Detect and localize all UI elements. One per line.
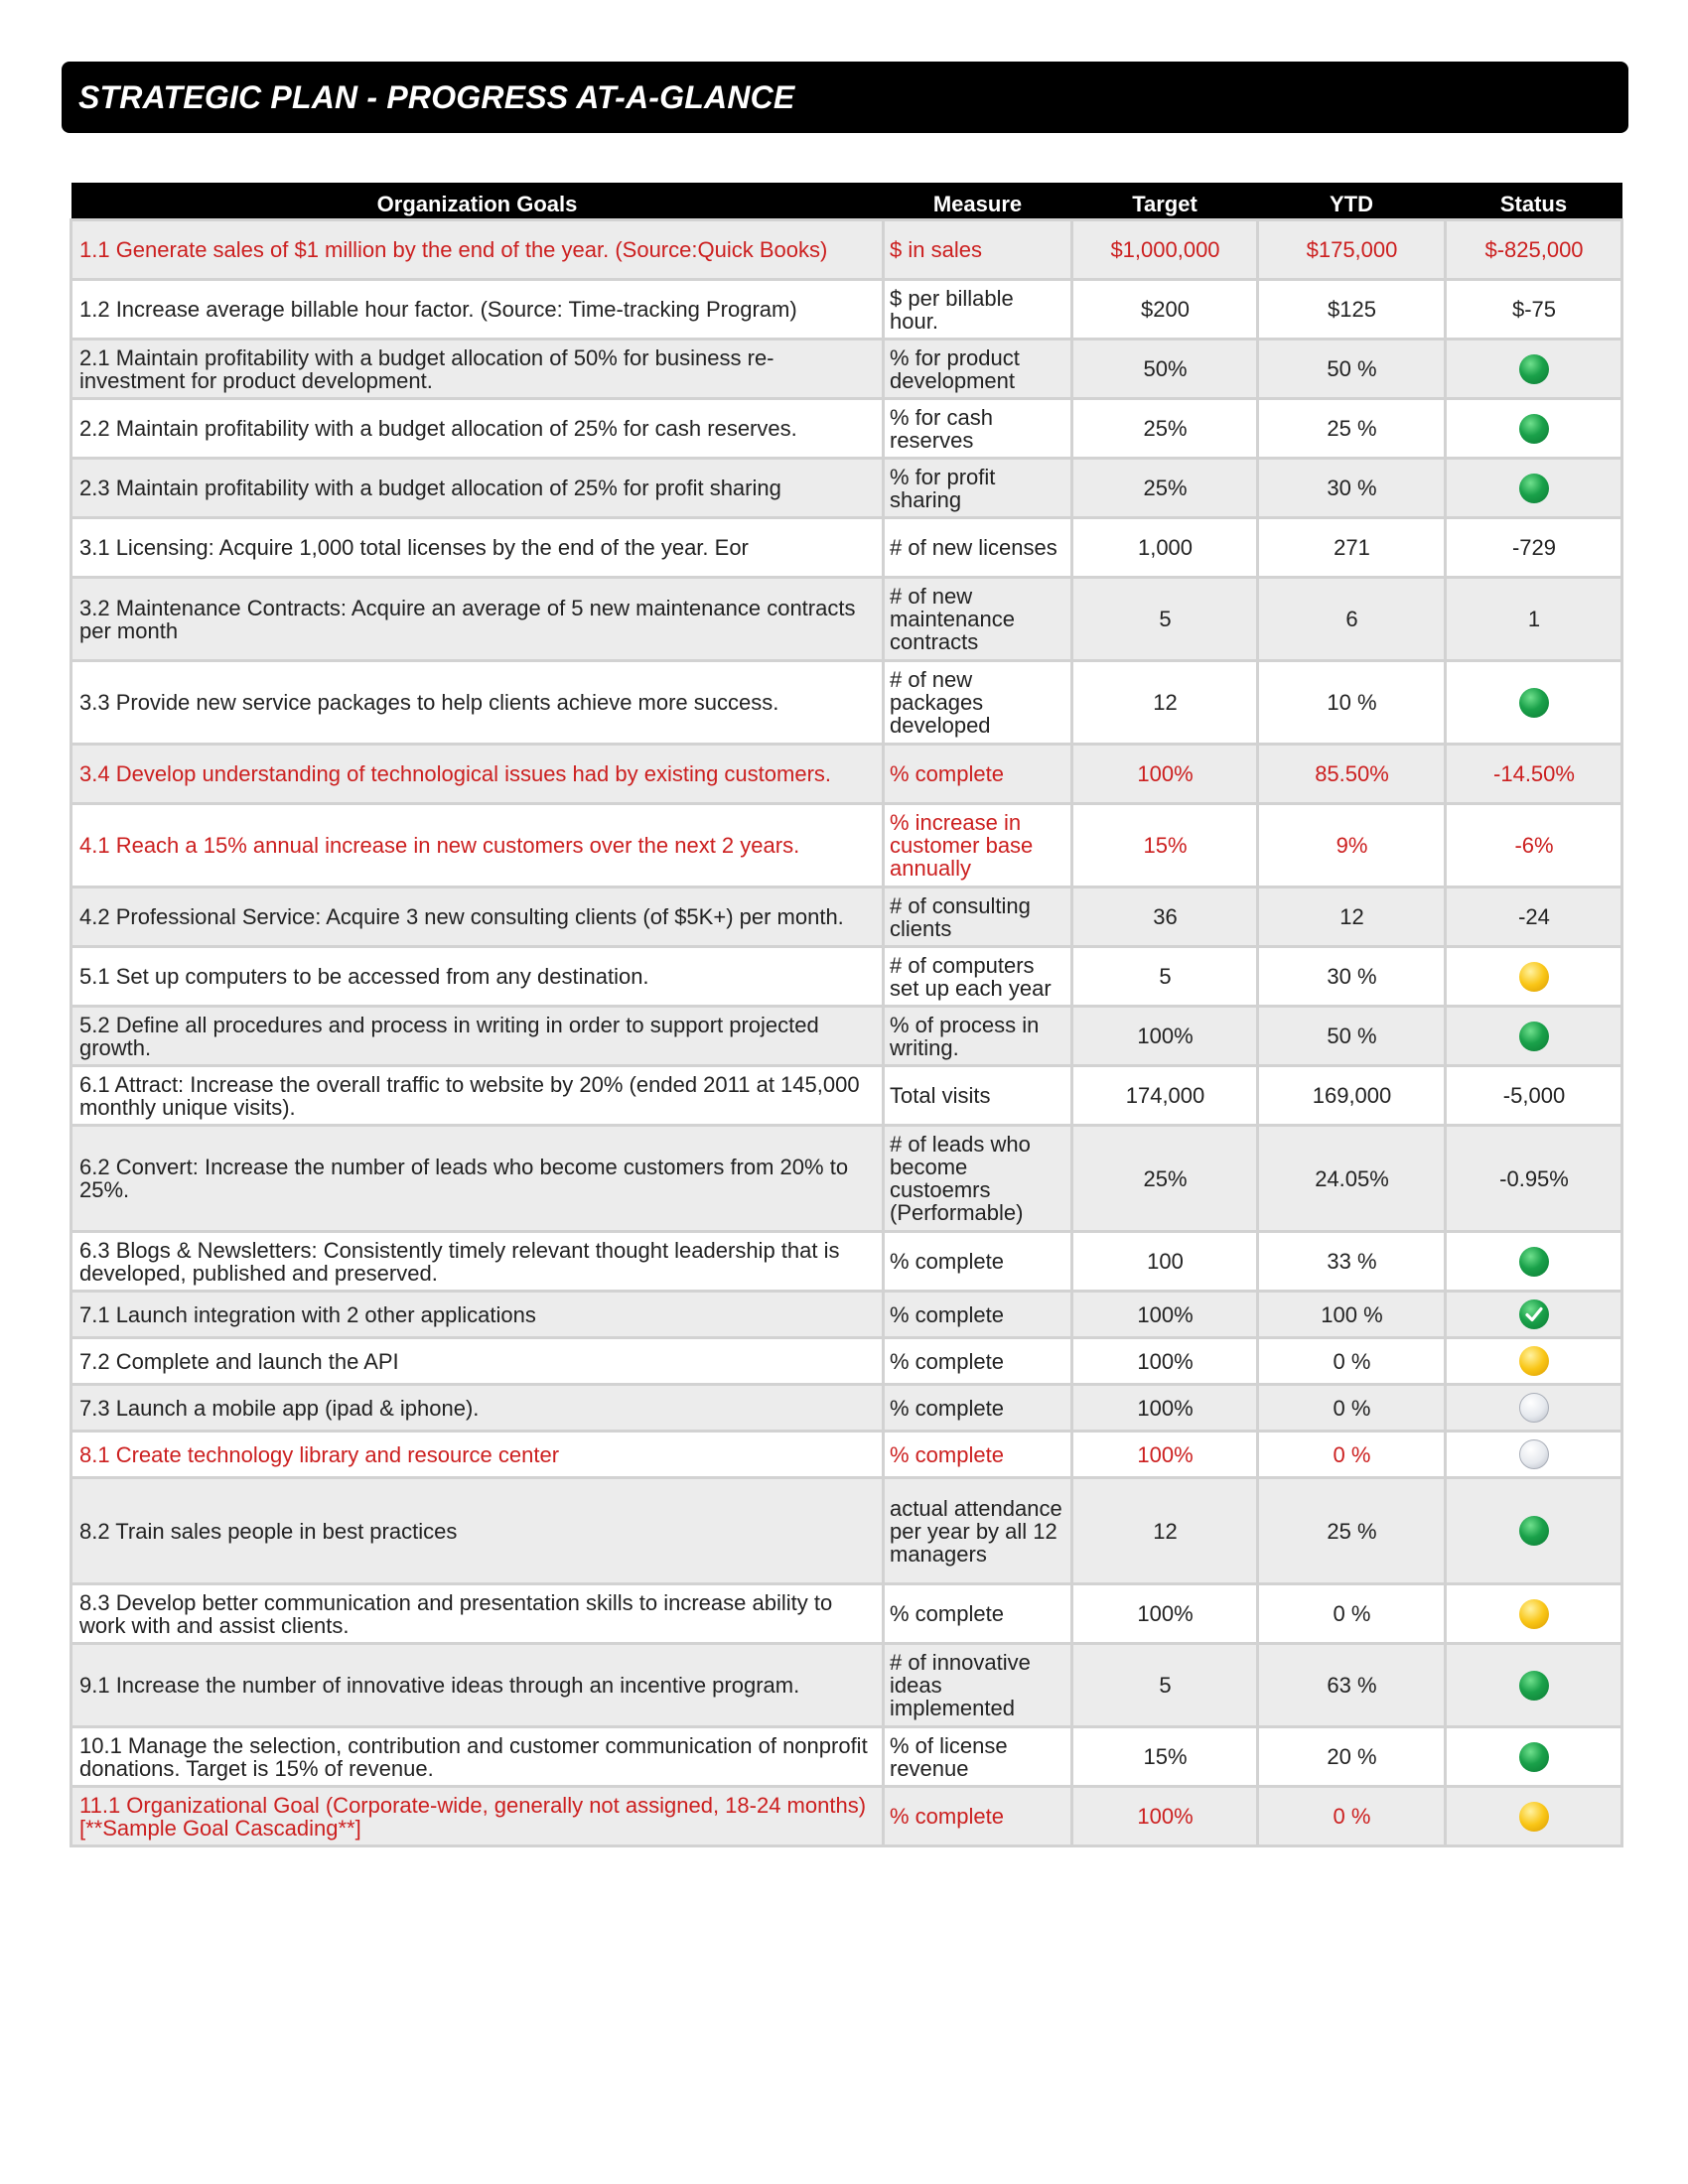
goal-cell: 2.1 Maintain profitability with a budget allocation of 50% for business re-investment for product development. xyxy=(71,340,884,399)
white-status-light-icon xyxy=(1519,1439,1549,1469)
goal-cell: 5.2 Define all procedures and process in writing in order to support projected growth. xyxy=(71,1007,884,1066)
green-status-light-icon xyxy=(1519,688,1549,718)
table-row xyxy=(71,1292,1622,1338)
header-ytd: YTD xyxy=(1258,183,1446,220)
target-cell: 5 xyxy=(1072,1644,1258,1727)
target-cell: 174,000 xyxy=(1072,1066,1258,1126)
status-cell xyxy=(1446,1338,1622,1385)
measure-cell: # of innovative ideas implemented xyxy=(884,1644,1072,1727)
status-cell: -24 xyxy=(1446,887,1622,947)
table-row xyxy=(71,1232,1622,1292)
table-row xyxy=(71,661,1622,745)
header-status: Status xyxy=(1446,183,1622,220)
status-cell xyxy=(1446,1727,1622,1787)
ytd-cell: 0 % xyxy=(1258,1385,1446,1432)
measure-cell: Total visits xyxy=(884,1066,1072,1126)
measure-cell: % complete xyxy=(884,1432,1072,1478)
yellow-status-light-icon xyxy=(1519,1802,1549,1832)
target-cell: 12 xyxy=(1072,661,1258,745)
ytd-cell: 271 xyxy=(1258,518,1446,578)
measure-cell: % complete xyxy=(884,1385,1072,1432)
measure-cell: % complete xyxy=(884,745,1072,804)
goal-cell: 3.3 Provide new service packages to help clients achieve more success. xyxy=(71,661,884,745)
table-row xyxy=(71,947,1622,1007)
status-cell xyxy=(1446,1644,1622,1727)
ytd-cell: $175,000 xyxy=(1258,220,1446,280)
target-cell: 100% xyxy=(1072,1787,1258,1846)
measure-cell: % complete xyxy=(884,1292,1072,1338)
ytd-cell: 0 % xyxy=(1258,1584,1446,1644)
table-row xyxy=(71,280,1622,340)
measure-cell: % of license revenue xyxy=(884,1727,1072,1787)
status-cell xyxy=(1446,1478,1622,1584)
status-cell: -729 xyxy=(1446,518,1622,578)
goal-cell: 11.1 Organizational Goal (Corporate-wide, generally not assigned, 18-24 months) [**Sample Goal Cascading**] xyxy=(71,1787,884,1846)
ytd-cell: 25 % xyxy=(1258,1478,1446,1584)
table-row xyxy=(71,340,1622,399)
goal-cell: 6.3 Blogs & Newsletters: Consistently timely relevant thought leadership that is developed, published and preserved. xyxy=(71,1232,884,1292)
table-row xyxy=(71,578,1622,661)
page-title: STRATEGIC PLAN - PROGRESS AT-A-GLANCE xyxy=(78,78,795,115)
goal-cell: 10.1 Manage the selection, contribution and customer communication of nonprofit donations. Target is 15% of revenue. xyxy=(71,1727,884,1787)
table-row xyxy=(71,1066,1622,1126)
table-row xyxy=(71,518,1622,578)
status-cell xyxy=(1446,1584,1622,1644)
target-cell: 25% xyxy=(1072,1126,1258,1232)
table-row xyxy=(71,399,1622,459)
table-row xyxy=(71,1432,1622,1478)
status-cell: -14.50% xyxy=(1446,745,1622,804)
goal-cell: 2.3 Maintain profitability with a budget allocation of 25% for profit sharing xyxy=(71,459,884,518)
target-cell: 15% xyxy=(1072,1727,1258,1787)
yellow-status-light-icon xyxy=(1519,962,1549,992)
status-cell xyxy=(1446,661,1622,745)
target-cell: 100% xyxy=(1072,745,1258,804)
target-cell: 100% xyxy=(1072,1385,1258,1432)
measure-cell: # of computers set up each year xyxy=(884,947,1072,1007)
status-cell: -0.95% xyxy=(1446,1126,1622,1232)
goal-cell: 8.1 Create technology library and resource center xyxy=(71,1432,884,1478)
table-header-row xyxy=(71,183,1622,220)
ytd-cell: 0 % xyxy=(1258,1338,1446,1385)
yellow-status-light-icon xyxy=(1519,1346,1549,1376)
white-status-light-icon xyxy=(1519,1393,1549,1423)
green-status-light-icon xyxy=(1519,1742,1549,1772)
target-cell: 50% xyxy=(1072,340,1258,399)
goal-cell: 3.1 Licensing: Acquire 1,000 total licenses by the end of the year. Eor xyxy=(71,518,884,578)
measure-cell: % complete xyxy=(884,1338,1072,1385)
measure-cell: % complete xyxy=(884,1787,1072,1846)
ytd-cell: 85.50% xyxy=(1258,745,1446,804)
goal-cell: 7.3 Launch a mobile app (ipad & iphone). xyxy=(71,1385,884,1432)
table-row xyxy=(71,1787,1622,1846)
green-status-light-icon xyxy=(1519,1247,1549,1277)
table-row xyxy=(71,745,1622,804)
target-cell: 100% xyxy=(1072,1584,1258,1644)
ytd-cell: 169,000 xyxy=(1258,1066,1446,1126)
table-row xyxy=(71,459,1622,518)
target-cell: 36 xyxy=(1072,887,1258,947)
measure-cell: # of consulting clients xyxy=(884,887,1072,947)
measure-cell: % for profit sharing xyxy=(884,459,1072,518)
table-row xyxy=(71,1007,1622,1066)
ytd-cell: 6 xyxy=(1258,578,1446,661)
goal-cell: 4.2 Professional Service: Acquire 3 new consulting clients (of $5K+) per month. xyxy=(71,887,884,947)
status-cell: $-75 xyxy=(1446,280,1622,340)
status-cell xyxy=(1446,1432,1622,1478)
target-cell: $1,000,000 xyxy=(1072,220,1258,280)
goal-cell: 7.2 Complete and launch the API xyxy=(71,1338,884,1385)
ytd-cell: 0 % xyxy=(1258,1787,1446,1846)
measure-cell: # of new maintenance contracts xyxy=(884,578,1072,661)
goal-cell: 9.1 Increase the number of innovative ideas through an incentive program. xyxy=(71,1644,884,1727)
target-cell: 25% xyxy=(1072,459,1258,518)
table-row xyxy=(71,1727,1622,1787)
target-cell: 12 xyxy=(1072,1478,1258,1584)
goal-cell: 7.1 Launch integration with 2 other applications xyxy=(71,1292,884,1338)
ytd-cell: 24.05% xyxy=(1258,1126,1446,1232)
measure-cell: $ per billable hour. xyxy=(884,280,1072,340)
target-cell: 100% xyxy=(1072,1338,1258,1385)
measure-cell: # of new packages developed xyxy=(884,661,1072,745)
green-status-light-icon xyxy=(1519,1671,1549,1701)
ytd-cell: 0 % xyxy=(1258,1432,1446,1478)
status-cell: -6% xyxy=(1446,804,1622,887)
ytd-cell: 50 % xyxy=(1258,340,1446,399)
status-cell xyxy=(1446,1232,1622,1292)
goal-cell: 6.2 Convert: Increase the number of leads who become customers from 20% to 25%. xyxy=(71,1126,884,1232)
ytd-cell: 33 % xyxy=(1258,1232,1446,1292)
green-status-light-icon xyxy=(1519,414,1549,444)
ytd-cell: 100 % xyxy=(1258,1292,1446,1338)
measure-cell: $ in sales xyxy=(884,220,1072,280)
goal-cell: 3.4 Develop understanding of technological issues had by existing customers. xyxy=(71,745,884,804)
ytd-cell: 25 % xyxy=(1258,399,1446,459)
status-cell xyxy=(1446,1007,1622,1066)
target-cell: $200 xyxy=(1072,280,1258,340)
measure-cell: % for product development xyxy=(884,340,1072,399)
header-goal: Organization Goals xyxy=(71,183,884,220)
goal-cell: 1.2 Increase average billable hour factor. (Source: Time-tracking Program) xyxy=(71,280,884,340)
ytd-cell: 20 % xyxy=(1258,1727,1446,1787)
measure-cell: # of leads who become custoemrs (Performable) xyxy=(884,1126,1072,1232)
table-row xyxy=(71,1584,1622,1644)
measure-cell: % increase in customer base annually xyxy=(884,804,1072,887)
goal-cell: 5.1 Set up computers to be accessed from any destination. xyxy=(71,947,884,1007)
table-row xyxy=(71,1126,1622,1232)
status-cell: -5,000 xyxy=(1446,1066,1622,1126)
ytd-cell: 10 % xyxy=(1258,661,1446,745)
table-row xyxy=(71,1644,1622,1727)
ytd-cell: 50 % xyxy=(1258,1007,1446,1066)
ytd-cell: 12 xyxy=(1258,887,1446,947)
target-cell: 25% xyxy=(1072,399,1258,459)
table-row xyxy=(71,1478,1622,1584)
yellow-status-light-icon xyxy=(1519,1599,1549,1629)
table-row xyxy=(71,804,1622,887)
ytd-cell: $125 xyxy=(1258,280,1446,340)
status-cell xyxy=(1446,340,1622,399)
table-row xyxy=(71,220,1622,280)
green-status-light-icon xyxy=(1519,1022,1549,1051)
ytd-cell: 63 % xyxy=(1258,1644,1446,1727)
target-cell: 100% xyxy=(1072,1007,1258,1066)
green-status-light-icon xyxy=(1519,474,1549,503)
measure-cell: actual attendance per year by all 12 managers xyxy=(884,1478,1072,1584)
goals-table xyxy=(70,183,1623,1847)
goal-cell: 4.1 Reach a 15% annual increase in new customers over the next 2 years. xyxy=(71,804,884,887)
target-cell: 5 xyxy=(1072,578,1258,661)
header-target: Target xyxy=(1072,183,1258,220)
ytd-cell: 9% xyxy=(1258,804,1446,887)
table-row xyxy=(71,1338,1622,1385)
target-cell: 5 xyxy=(1072,947,1258,1007)
page-title-bar xyxy=(62,62,1628,133)
status-cell xyxy=(1446,1787,1622,1846)
goal-cell: 1.1 Generate sales of $1 million by the end of the year. (Source:Quick Books) xyxy=(71,220,884,280)
target-cell: 100 xyxy=(1072,1232,1258,1292)
status-cell xyxy=(1446,947,1622,1007)
goal-cell: 8.2 Train sales people in best practices xyxy=(71,1478,884,1584)
header-measure: Measure xyxy=(884,183,1072,220)
status-cell xyxy=(1446,399,1622,459)
measure-cell: # of new licenses xyxy=(884,518,1072,578)
table-row xyxy=(71,887,1622,947)
green-status-light-icon xyxy=(1519,354,1549,384)
goal-cell: 3.2 Maintenance Contracts: Acquire an average of 5 new maintenance contracts per month xyxy=(71,578,884,661)
ytd-cell: 30 % xyxy=(1258,947,1446,1007)
status-cell: $-825,000 xyxy=(1446,220,1622,280)
goal-cell: 2.2 Maintain profitability with a budget allocation of 25% for cash reserves. xyxy=(71,399,884,459)
ytd-cell: 30 % xyxy=(1258,459,1446,518)
measure-cell: % complete xyxy=(884,1232,1072,1292)
status-cell xyxy=(1446,1385,1622,1432)
status-cell: 1 xyxy=(1446,578,1622,661)
measure-cell: % for cash reserves xyxy=(884,399,1072,459)
measure-cell: % of process in writing. xyxy=(884,1007,1072,1066)
target-cell: 15% xyxy=(1072,804,1258,887)
measure-cell: % complete xyxy=(884,1584,1072,1644)
table-body xyxy=(71,220,1622,1846)
target-cell: 1,000 xyxy=(1072,518,1258,578)
goal-cell: 6.1 Attract: Increase the overall traffic to website by 20% (ended 2011 at 145,000 monthly unique visits). xyxy=(71,1066,884,1126)
green-status-light-icon xyxy=(1519,1516,1549,1546)
target-cell: 100% xyxy=(1072,1432,1258,1478)
target-cell: 100% xyxy=(1072,1292,1258,1338)
status-cell xyxy=(1446,1292,1622,1338)
check-circle-icon xyxy=(1519,1299,1549,1329)
goal-cell: 8.3 Develop better communication and presentation skills to increase ability to work with and assist clients. xyxy=(71,1584,884,1644)
status-cell xyxy=(1446,459,1622,518)
table-row xyxy=(71,1385,1622,1432)
